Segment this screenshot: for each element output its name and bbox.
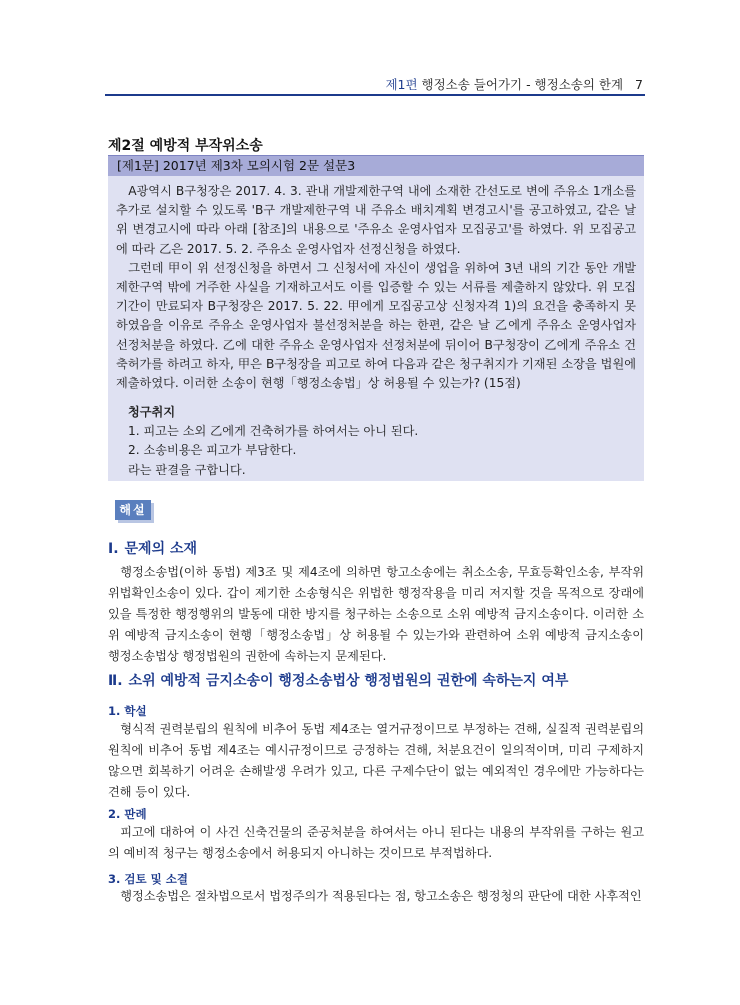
header-title: 행정소송 들어가기 - 행정소송의 한계	[421, 77, 624, 92]
question-paragraph-2: 그런데 甲이 위 선정신청을 하면서 그 신청서에 자신이 생업을 위하여 3년 내의 기간 동안 개발제한구역 밖에 거주한 사실을 기재하고서도 이를 입증할 수 있는 서류를 제출하지 않았다. 위 모집기간이 만료되자 B구청장은 2017. 5. 22. 甲에게 모집공고상 신청자격 1)의 요건을 충족하지 못하였음을 이유로 주유소 운영사업자 불선정처분을 하는 한편, 같은 날 乙에게 주유소 운영사업자 선정처분을 하였다. 乙에 대한 주유소 운영사업자 선정처분에 뒤이어 B구청장이 乙에게 주유소 건축허가를 하려고 하자, 甲은 B구청장을 피고로 하여 다음과 같은 청구취지가 기재된 소장을 법원에 제출하였다. 이러한 소송이 현행「행정소송법」상 허용될 수 있는가? (15점)	[116, 260, 636, 391]
section-1-number: Ⅰ.	[108, 541, 119, 557]
claim-line-2: 2. 소송비용은 피고가 부담한다.	[128, 443, 297, 458]
subsection-3-paragraph: 행정소송법은 절차법으로서 법정주의가 적용된다는 점, 항고소송은 행정청의 판단에 대한 사후적인	[120, 889, 642, 903]
subsection-1-title: 1. 학설	[108, 704, 147, 718]
question-paragraph-1: A광역시 B구청장은 2017. 4. 3. 관내 개발제한구역 내에 소재한 간선도로 변에 주유소 1개소를 추가로 설치할 수 있도록 'B구 개발제한구역 내 주유소 배치계획 변경고시'를 공고하였고, 같은 날 위 변경고시에 따라 아래 [참조]의 내용으로 '주유소 운영사업자 모집공고'를 하였다. 위 모집공고에 따라 乙은 2017. 5. 2. 주유소 운영사업자 선정신청을 하였다.	[116, 184, 636, 256]
page-number: 7	[635, 77, 643, 92]
subsection-2-paragraph: 피고에 대하여 이 사건 신축건물의 준공처분을 하여서는 아니 된다는 내용의 부작위를 구하는 원고의 예비적 청구는 행정소송에서 허용되지 아니하는 것이므로 부적법하다.	[108, 825, 644, 860]
question-body	[108, 176, 644, 480]
subsection-3-title: 3. 검토 및 소결	[108, 872, 188, 886]
question-heading: [제1문] 2017년 제3차 모의시험 2문 설문3	[108, 155, 644, 176]
subsection-1-text	[108, 719, 644, 803]
section-2-heading	[108, 670, 568, 690]
running-header	[385, 75, 643, 93]
section-2-title: 소위 예방적 금지소송이 행정소송법상 행정법원의 권한에 속하는지 여부	[128, 673, 569, 689]
page-header	[0, 70, 740, 96]
section-1-title: 문제의 소재	[124, 541, 198, 557]
section-title: 제2절 예방적 부작위소송	[108, 138, 263, 154]
subsection-2-title: 2. 판례	[108, 807, 147, 821]
section-1-paragraph: 행정소송법(이하 동법) 제3조 및 제4조에 의하면 항고소송에는 취소소송, 무효등확인소송, 부작위위법확인소송이 있다. 갑이 제기한 소송형식은 위법한 행정작용을 미리 저지할 것을 목적으로 장래에 있을 특정한 행정행위의 발동에 대한 방지를 청구하는 소송으로 소위 예방적 금지소송이다. 이러한 소위 예방적 금지소송이 현행「행정소송법」상 허용될 수 있는가와 관련하여 소위 예방적 금지소송이 행정소송법상 행정법원의 권한에 속하는지 문제된다.	[108, 565, 644, 663]
section-1-heading	[108, 538, 197, 558]
subsection-2-text	[108, 822, 644, 864]
claim-title: 청구취지	[128, 405, 176, 420]
section-2-number: Ⅱ.	[108, 673, 123, 689]
header-part: 제1편	[385, 77, 418, 92]
claim-line-3: 라는 판결을 구합니다.	[128, 462, 246, 477]
section-1-text	[108, 562, 644, 667]
explanation-label: 해설	[115, 500, 151, 520]
claim-line-1: 1. 피고는 소외 乙에게 건축허가를 하여서는 아니 된다.	[128, 424, 419, 439]
subsection-3-text	[108, 886, 644, 907]
header-rule	[105, 94, 645, 96]
question-box	[108, 155, 644, 481]
subsection-1-paragraph: 형식적 권력분립의 원칙에 비추어 동법 제4조는 열거규정이므로 부정하는 견해, 실질적 권력분립의 원칙에 비추어 동법 제4조는 예시규정이므로 긍정하는 견해, 처분요건이 일의적이며, 미리 구제하지 않으면 회복하기 어려운 손해발생 우려가 있고, 다른 구제수단이 없는 예외적인 경우에만 가능하다는 견해 등이 있다.	[108, 722, 644, 799]
